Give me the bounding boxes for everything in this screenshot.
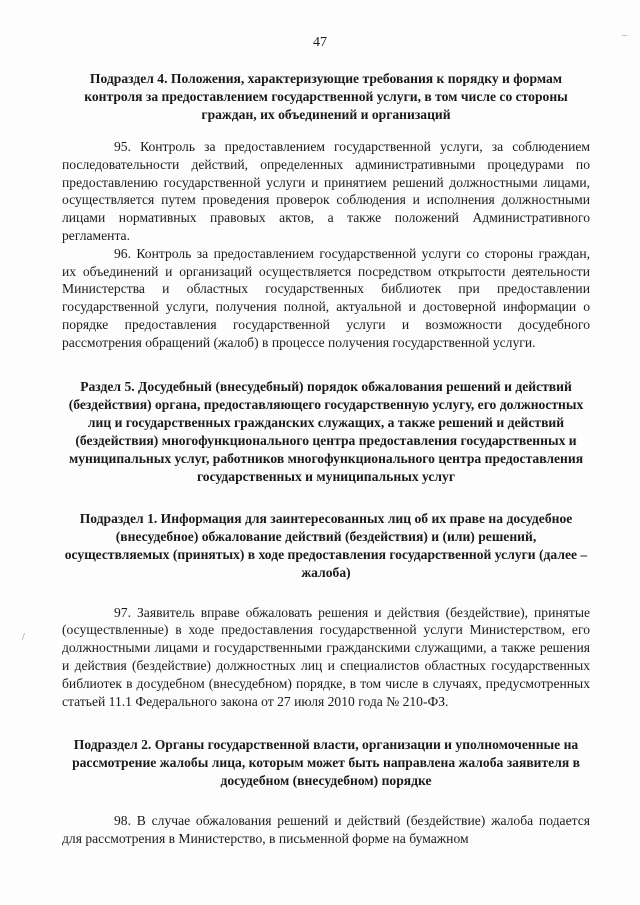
subsection-4-heading: Подраздел 4. Положения, характеризующие требования к порядку и формам контроля за предоставлением государственной услуги, в том числе со стороны граждан, их объединений и организаций bbox=[84, 71, 568, 122]
scan-artifact: – bbox=[622, 30, 627, 41]
subsection-1-heading: Подраздел 1. Информация для заинтересованных лиц об их праве на досудебное (внесудебное) обжалование действий (бездействия) и (или) решений, осуществляемых (принятых) в ходе предоставления государственной услуги (далее – жалоба) bbox=[64, 510, 588, 580]
document-body bbox=[62, 70, 590, 848]
paragraph-95: 95. Контроль за предоставлением государственной услуги, за соблюдением последовательности действий, определенных административными процедурами по предоставлению государственной услуги и принятием решений должностными лицами, осуществляется путем проведения проверок соблюдения и исполнения должностными лицами нормативных правовых актов, а также положений Административного регламента. bbox=[62, 139, 590, 243]
paragraph-98: 98. В случае обжалования решений и действий (бездействие) жалоба подается для рассмотрения в Министерство, в письменной форме на бумажном bbox=[62, 813, 590, 847]
section-5-heading: Раздел 5. Досудебный (внесудебный) порядок обжалования решений и действий (бездействия) органа, предоставляющего государственную услугу, его должностных лиц и государственных гражданских служащих, а также решений и действий (бездействия) многофункционального центра предоставления государственных и муниципальных услуг, работников многофункционального центра предоставления государственных и муниципальных услуг bbox=[68, 378, 584, 484]
paragraph-96: 96. Контроль за предоставлением государственной услуги со стороны граждан, их объединений и организаций осуществляется посредством открытости деятельности Министерства и областных государственных библиотек при предоставлении государственной услуги, получения полной, актуальной и достоверной информации о порядке предоставления государственной услуги и возможности досудебного рассмотрения обращений (жалоб) в процессе получения государственной услуги. bbox=[62, 245, 590, 350]
scan-artifact: / bbox=[22, 632, 25, 643]
subsection-2-heading: Подраздел 2. Органы государственной власти, организации и уполномоченные на рассмотрение жалобы лица, которым может быть направлена жалоба заявителя в досудебном (внесудебном) порядке bbox=[72, 737, 580, 789]
page-number: 47 bbox=[313, 35, 327, 50]
paragraph-97: 97. Заявитель вправе обжаловать решения и действия (бездействие), принятые (осуществленные) в ходе предоставления государственной услуги Министерством, его должностными лицами и государственными гражданскими служащими, а также решения и действия (бездействие) должностных лиц и специалистов областных государственных библиотек в досудебном (внесудебном) порядке, в том числе в случаях, предусмотренных статьей 11.1 Федерального закона от 27 июля 2010 года № 210-ФЗ. bbox=[62, 604, 590, 709]
